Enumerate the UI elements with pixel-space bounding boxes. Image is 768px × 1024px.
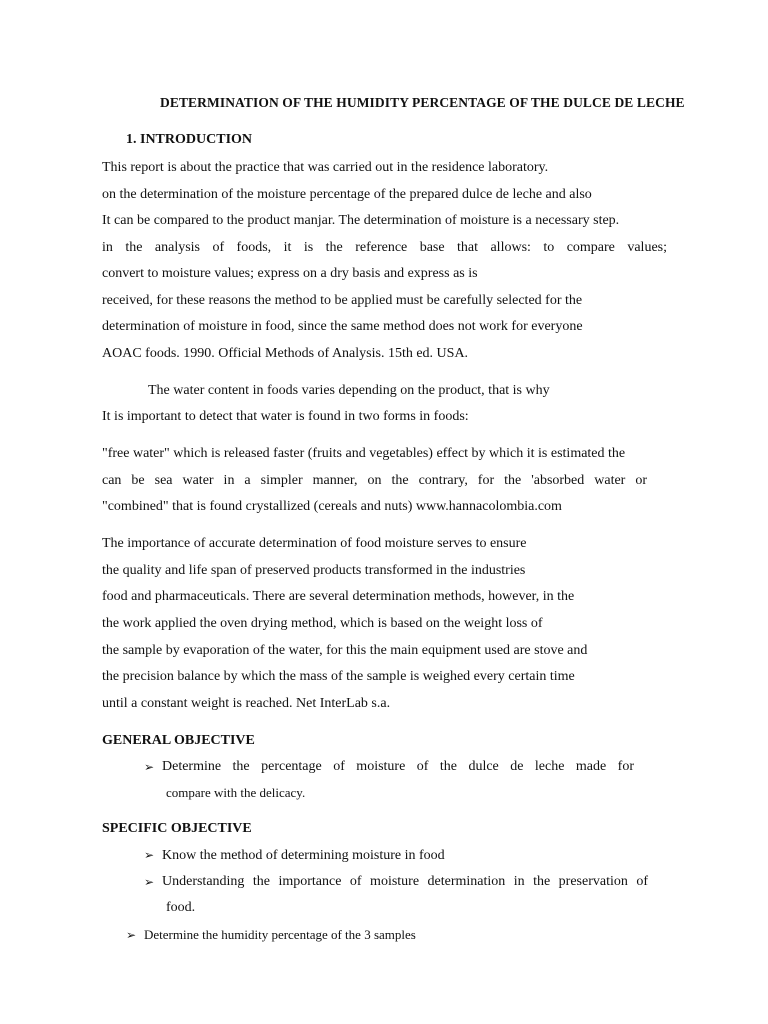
specific-objective-text-2-line-1: Understanding the importance of moisture determination in the preservation of xyxy=(162,874,648,889)
specific-objective-text-3: Determine the humidity percentage of the 3 samples xyxy=(144,927,416,942)
importance-line-1: The importance of accurate determination of food moisture serves to ensure xyxy=(102,536,527,551)
specific-objective-text-1: Know the method of determining moisture in food xyxy=(162,848,445,863)
importance-line-7: until a constant weight is reached. Net InterLab s.a. xyxy=(102,696,391,711)
general-objective-text-line-2: compare with the delicacy. xyxy=(166,785,306,800)
general-objective-heading: GENERAL OBJECTIVE xyxy=(102,733,255,748)
free-water-line-3: "combined" that is found crystallized (cereals and nuts) www.hannacolombia.com xyxy=(102,499,562,514)
intro-line-4: in the analysis of foods, it is the reference base that allows: to compare values; xyxy=(102,240,667,255)
specific-objective-heading: SPECIFIC OBJECTIVE xyxy=(102,821,252,836)
specific-objective-item-3 xyxy=(126,926,416,944)
general-objective-item xyxy=(144,758,634,777)
importance-line-3: food and pharmaceuticals. There are several determination methods, however, in the xyxy=(102,589,575,604)
water-line-2: It is important to detect that water is found in two forms in foods: xyxy=(102,409,469,424)
intro-line-8: AOAC foods. 1990. Official Methods of Analysis. 15th ed. USA. xyxy=(102,346,469,361)
importance-line-4: the work applied the oven drying method, which is based on the weight loss of xyxy=(102,616,543,631)
specific-objective-item-1 xyxy=(144,846,445,865)
intro-line-5: convert to moisture values; express on a dry basis and express as is xyxy=(102,266,478,281)
document-title: DETERMINATION OF THE HUMIDITY PERCENTAGE OF THE DULCE DE LECHE xyxy=(160,95,685,110)
general-objective-text-line-1: Determine the percentage of moisture of the dulce de leche made for xyxy=(162,759,634,774)
water-line-1: The water content in foods varies depending on the product, that is why xyxy=(148,383,550,398)
introduction-heading: 1. INTRODUCTION xyxy=(126,132,253,147)
importance-line-2: the quality and life span of preserved products transformed in the industries xyxy=(102,563,526,578)
free-water-line-2: can be sea water in a simpler manner, on the contrary, for the 'absorbed water or xyxy=(102,473,647,488)
intro-line-2: on the determination of the moisture percentage of the prepared dulce de leche and also xyxy=(102,187,592,202)
free-water-line-1: "free water" which is released faster (fruits and vegetables) effect by which it is estimated the xyxy=(102,446,626,461)
importance-line-5: the sample by evaporation of the water, for this the main equipment used are stove and xyxy=(102,643,588,658)
intro-line-3: It can be compared to the product manjar. The determination of moisture is a necessary step. xyxy=(102,213,620,228)
intro-line-1: This report is about the practice that was carried out in the residence laboratory. xyxy=(102,160,549,175)
arrowhead-bullet-icon: ➢ xyxy=(144,875,155,889)
importance-line-6: the precision balance by which the mass of the sample is weighed every certain time xyxy=(102,669,575,684)
specific-objective-text-2-line-2: food. xyxy=(166,900,196,915)
intro-line-7: determination of moisture in food, since the same method does not work for everyone xyxy=(102,319,583,334)
intro-line-6: received, for these reasons the method to be applied must be carefully selected for the xyxy=(102,293,583,308)
arrowhead-bullet-icon: ➢ xyxy=(126,928,137,942)
arrowhead-bullet-icon: ➢ xyxy=(144,760,155,774)
arrowhead-bullet-icon: ➢ xyxy=(144,848,155,862)
specific-objective-item-2 xyxy=(144,873,648,892)
